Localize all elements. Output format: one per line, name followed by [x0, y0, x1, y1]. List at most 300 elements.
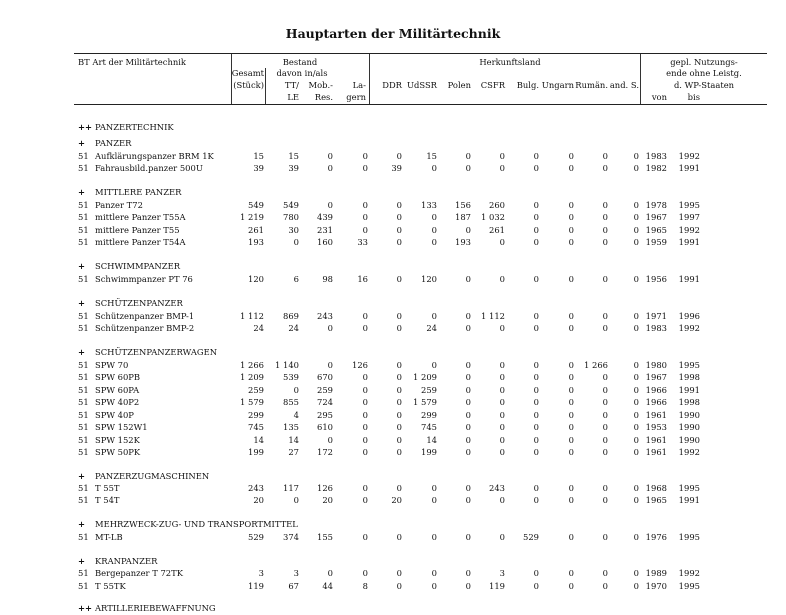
table-cell: 0	[633, 385, 639, 395]
table-cell: 259	[248, 385, 264, 395]
table-cell: 120	[248, 274, 264, 284]
header-le: LE	[287, 92, 299, 102]
table-cell: 0	[465, 274, 471, 284]
table-cell: 0	[533, 435, 539, 445]
table-cell: 0	[568, 212, 574, 222]
bt-code: 51	[78, 422, 89, 432]
table-cell: 243	[317, 311, 333, 321]
section-heading	[0, 297, 786, 309]
table-cell: 156	[455, 200, 471, 210]
table-cell: 0	[533, 151, 539, 161]
bt-code: 51	[78, 274, 89, 284]
table-row	[0, 322, 786, 334]
table-row	[0, 409, 786, 421]
table-cell: 1965	[645, 495, 667, 505]
table-cell: 0	[431, 360, 437, 370]
section-heading	[0, 346, 786, 358]
section-label: MITTLERE PANZER	[95, 187, 182, 197]
table-cell: 27	[288, 447, 299, 457]
table-cell: 0	[465, 163, 471, 173]
table-cell: 0	[602, 212, 608, 222]
bt-code: 51	[78, 212, 89, 222]
table-cell: 0	[396, 151, 402, 161]
table-cell: 745	[421, 422, 437, 432]
table-cell: 260	[489, 200, 505, 210]
section-heading	[0, 186, 786, 198]
section-marker: +	[78, 298, 86, 308]
table-row	[0, 567, 786, 579]
table-cell: 1991	[678, 385, 700, 395]
table-cell: 0	[431, 568, 437, 578]
table-cell: 0	[568, 323, 574, 333]
table-cell: 243	[489, 483, 505, 493]
table-cell: 780	[283, 212, 299, 222]
table-cell: 3	[293, 568, 299, 578]
table-cell: 1976	[645, 532, 667, 542]
table-cell: 1953	[645, 422, 667, 432]
table-cell: 1980	[645, 360, 667, 370]
section-marker: +	[78, 471, 86, 481]
table-cell: 1 579	[240, 397, 264, 407]
table-cell: 0	[396, 581, 402, 591]
table-cell: 670	[317, 372, 333, 382]
table-cell: 0	[633, 212, 639, 222]
table-cell: 745	[248, 422, 264, 432]
header-bis: bis	[687, 92, 700, 102]
table-cell: 0	[465, 447, 471, 457]
table-cell: 0	[465, 435, 471, 445]
table-cell: 187	[455, 212, 471, 222]
table-cell: 0	[602, 385, 608, 395]
table-cell: 0	[362, 483, 368, 493]
table-cell: 1991	[678, 274, 700, 284]
table-cell: 529	[523, 532, 539, 542]
bt-code: 51	[78, 397, 89, 407]
table-cell: 0	[568, 483, 574, 493]
table-cell: 0	[362, 435, 368, 445]
item-name: T 55T	[95, 483, 120, 493]
table-cell: 0	[362, 495, 368, 505]
header-la: La-	[352, 80, 366, 90]
table-cell: 0	[499, 323, 505, 333]
table-cell: 0	[327, 323, 333, 333]
table-cell: 0	[533, 447, 539, 457]
table-cell: 1961	[645, 435, 667, 445]
table-cell: 0	[431, 225, 437, 235]
table-cell: 259	[317, 385, 333, 395]
table-cell: 0	[633, 483, 639, 493]
table-cell: 0	[499, 435, 505, 445]
table-cell: 0	[431, 311, 437, 321]
table-cell: 0	[568, 581, 574, 591]
table-cell: 0	[602, 532, 608, 542]
table-cell: 610	[317, 422, 333, 432]
table-cell: 0	[396, 532, 402, 542]
table-row	[0, 150, 786, 162]
table-cell: 0	[602, 422, 608, 432]
bt-code: 51	[78, 385, 89, 395]
table-cell: 1 209	[240, 372, 264, 382]
table-cell: 0	[362, 323, 368, 333]
table-cell: 0	[499, 385, 505, 395]
table-cell: 14	[253, 435, 264, 445]
table-cell: 0	[633, 360, 639, 370]
table-cell: 0	[499, 372, 505, 382]
table-cell: 1990	[678, 435, 700, 445]
item-name: T 54T	[95, 495, 120, 505]
table-cell: 0	[633, 397, 639, 407]
table-cell: 1961	[645, 447, 667, 457]
table-cell: 1 266	[584, 360, 608, 370]
section-label: SCHWIMMPANZER	[95, 261, 180, 271]
table-cell: 299	[248, 410, 264, 420]
item-name: MT-LB	[95, 532, 123, 542]
table-cell: 1992	[678, 225, 700, 235]
table-cell: 0	[362, 532, 368, 542]
table-cell: 119	[489, 581, 505, 591]
table-cell: 529	[248, 532, 264, 542]
table-cell: 1992	[678, 323, 700, 333]
table-cell: 1966	[645, 385, 667, 395]
table-cell: 0	[568, 225, 574, 235]
table-cell: 0	[602, 151, 608, 161]
header-gesamt-unit: (Stück)	[233, 80, 264, 90]
table-row	[0, 359, 786, 371]
table-cell: 0	[396, 385, 402, 395]
table-cell: 0	[465, 323, 471, 333]
table-cell: 0	[499, 447, 505, 457]
section-label: ARTILLERIEBEWAFFNUNG	[95, 603, 216, 613]
table-cell: 0	[633, 274, 639, 284]
header-country: CSFR	[480, 80, 505, 90]
table-cell: 0	[602, 410, 608, 420]
table-row	[0, 580, 786, 592]
table-cell: 0	[568, 385, 574, 395]
table-row	[0, 446, 786, 458]
table-cell: 0	[633, 568, 639, 578]
table-cell: 1967	[645, 372, 667, 382]
table-cell: 1 140	[275, 360, 299, 370]
section-label: SCHÜTZENPANZERWAGEN	[95, 347, 218, 357]
header-bestand: Bestand	[282, 57, 318, 67]
table-cell: 0	[362, 151, 368, 161]
table-cell: 1 112	[481, 311, 505, 321]
table-cell: 549	[283, 200, 299, 210]
header-country: DDR	[382, 80, 402, 90]
table-cell: 0	[602, 568, 608, 578]
item-name: SPW 50PK	[95, 447, 141, 457]
table-cell: 0	[293, 237, 299, 247]
table-cell: 1967	[645, 212, 667, 222]
table-cell: 0	[533, 225, 539, 235]
table-cell: 0	[602, 274, 608, 284]
table-cell: 24	[253, 323, 264, 333]
table-cell: 855	[283, 397, 299, 407]
table-cell: 1990	[678, 410, 700, 420]
table-cell: 0	[396, 274, 402, 284]
table-cell: 0	[602, 372, 608, 382]
section-heading	[0, 137, 786, 149]
bt-code: 51	[78, 581, 89, 591]
table-cell: 0	[465, 151, 471, 161]
header-davon: davon in/als	[276, 68, 328, 78]
table-cell: 0	[293, 495, 299, 505]
table-cell: 0	[602, 237, 608, 247]
table-cell: 30	[288, 225, 299, 235]
table-cell: 0	[396, 225, 402, 235]
bt-code: 51	[78, 568, 89, 578]
section-heading	[0, 555, 786, 567]
item-name: SPW 152K	[95, 435, 140, 445]
table-cell: 0	[568, 360, 574, 370]
table-cell: 0	[327, 568, 333, 578]
table-cell: 1959	[645, 237, 667, 247]
table-cell: 39	[391, 163, 402, 173]
header-gern: gern	[346, 92, 366, 102]
item-name: Bergepanzer T 72TK	[95, 568, 183, 578]
table-cell: 0	[568, 397, 574, 407]
table-cell: 0	[633, 422, 639, 432]
table-cell: 0	[533, 311, 539, 321]
table-cell: 1991	[678, 163, 700, 173]
table-cell: 0	[465, 483, 471, 493]
header-country: Rumän.	[575, 80, 608, 90]
table-cell: 0	[396, 410, 402, 420]
table-cell: 0	[465, 385, 471, 395]
section-marker: ++	[78, 122, 93, 132]
page-title: Hauptarten der Militärtechnik	[285, 26, 501, 41]
table-cell: 0	[568, 568, 574, 578]
table-cell: 0	[431, 212, 437, 222]
table-cell: 0	[396, 212, 402, 222]
table-cell: 0	[362, 311, 368, 321]
header-country: Polen	[447, 80, 471, 90]
table-cell: 1965	[645, 225, 667, 235]
table-cell: 0	[431, 581, 437, 591]
bt-code: 51	[78, 200, 89, 210]
table-cell: 0	[602, 447, 608, 457]
table-cell: 0	[633, 447, 639, 457]
table-row	[0, 211, 786, 223]
header-bottom-rule	[74, 104, 767, 105]
item-name: Schwimmpanzer PT 76	[95, 274, 193, 284]
table-cell: 0	[499, 360, 505, 370]
table-cell: 299	[421, 410, 437, 420]
table-cell: 295	[317, 410, 333, 420]
table-cell: 0	[602, 483, 608, 493]
table-row	[0, 396, 786, 408]
table-cell: 0	[465, 410, 471, 420]
table-cell: 0	[396, 435, 402, 445]
table-cell: 1966	[645, 397, 667, 407]
table-cell: 0	[633, 237, 639, 247]
table-cell: 1971	[645, 311, 667, 321]
table-cell: 869	[283, 311, 299, 321]
item-name: mittlere Panzer T55A	[95, 212, 186, 222]
table-cell: 0	[499, 274, 505, 284]
bt-code: 51	[78, 495, 89, 505]
header-country: Bulg.	[516, 80, 539, 90]
section-marker: +	[78, 187, 86, 197]
table-cell: 15	[426, 151, 437, 161]
section-label: MEHRZWECK-ZUG- UND TRANSPORTMITTEL	[95, 519, 298, 529]
table-cell: 0	[499, 495, 505, 505]
table-cell: 0	[568, 495, 574, 505]
section-label: PANZERTECHNIK	[95, 122, 174, 132]
table-cell: 0	[568, 372, 574, 382]
table-cell: 0	[568, 151, 574, 161]
header-gepl-2: ende ohne Leistg.	[666, 68, 742, 78]
column-divider	[369, 54, 370, 104]
item-name: Schützenpanzer BMP-1	[95, 311, 195, 321]
table-cell: 117	[283, 483, 299, 493]
table-cell: 0	[362, 410, 368, 420]
table-cell: 0	[602, 225, 608, 235]
table-cell: 0	[431, 532, 437, 542]
table-cell: 199	[421, 447, 437, 457]
section-label: PANZERZUGMASCHINEN	[95, 471, 210, 481]
header-country: Ungarn	[541, 80, 574, 90]
table-cell: 1995	[678, 200, 700, 210]
table-row	[0, 434, 786, 446]
table-cell: 0	[362, 397, 368, 407]
table-cell: 0	[499, 397, 505, 407]
header-res: Res.	[314, 92, 333, 102]
table-cell: 6	[293, 274, 299, 284]
header-tt: TT/	[284, 80, 299, 90]
section-label: SCHÜTZENPANZER	[95, 298, 183, 308]
table-cell: 0	[633, 532, 639, 542]
section-heading	[0, 518, 786, 530]
bt-code: 51	[78, 151, 89, 161]
table-cell: 172	[317, 447, 333, 457]
table-cell: 0	[327, 435, 333, 445]
table-cell: 259	[421, 385, 437, 395]
table-cell: 1992	[678, 447, 700, 457]
table-cell: 15	[253, 151, 264, 161]
bt-code: 51	[78, 311, 89, 321]
header-herkunftsland: Herkunftsland	[479, 57, 541, 67]
section-marker: ++	[78, 603, 93, 613]
table-cell: 126	[317, 483, 333, 493]
table-cell: 0	[568, 274, 574, 284]
item-name: SPW 70	[95, 360, 129, 370]
table-cell: 0	[568, 447, 574, 457]
table-cell: 0	[568, 422, 574, 432]
table-row	[0, 162, 786, 174]
table-cell: 1991	[678, 237, 700, 247]
table-cell: 0	[465, 495, 471, 505]
bt-code: 51	[78, 483, 89, 493]
table-row	[0, 531, 786, 543]
section-marker: +	[78, 556, 86, 566]
table-row	[0, 199, 786, 211]
table-cell: 0	[431, 163, 437, 173]
table-cell: 1978	[645, 200, 667, 210]
table-cell: 0	[362, 200, 368, 210]
item-name: mittlere Panzer T55	[95, 225, 180, 235]
table-row	[0, 371, 786, 383]
table-cell: 14	[426, 435, 437, 445]
table-cell: 44	[322, 581, 333, 591]
table-cell: 98	[322, 274, 333, 284]
table-cell: 1956	[645, 274, 667, 284]
section-label: KRANPANZER	[95, 556, 158, 566]
table-cell: 0	[362, 422, 368, 432]
table-cell: 549	[248, 200, 264, 210]
table-cell: 0	[533, 372, 539, 382]
table-cell: 39	[253, 163, 264, 173]
table-cell: 4	[293, 410, 299, 420]
table-cell: 0	[396, 397, 402, 407]
bt-code: 51	[78, 410, 89, 420]
table-cell: 0	[465, 311, 471, 321]
table-cell: 1996	[678, 311, 700, 321]
table-cell: 439	[317, 212, 333, 222]
bt-code: 51	[78, 372, 89, 382]
item-name: T 55TK	[95, 581, 126, 591]
item-name: Panzer T72	[95, 200, 143, 210]
table-cell: 0	[362, 225, 368, 235]
table-cell: 0	[465, 397, 471, 407]
table-cell: 0	[396, 360, 402, 370]
table-cell: 199	[248, 447, 264, 457]
table-cell: 0	[396, 200, 402, 210]
bt-code: 51	[78, 435, 89, 445]
table-row	[0, 224, 786, 236]
table-row	[0, 236, 786, 248]
section-heading	[0, 470, 786, 482]
table-cell: 231	[317, 225, 333, 235]
section-marker: +	[78, 347, 86, 357]
table-cell: 0	[633, 151, 639, 161]
table-cell: 14	[288, 435, 299, 445]
table-cell: 0	[568, 163, 574, 173]
table-row	[0, 494, 786, 506]
table-cell: 155	[317, 532, 333, 542]
table-cell: 1992	[678, 568, 700, 578]
table-cell: 0	[396, 568, 402, 578]
table-cell: 0	[633, 581, 639, 591]
bt-code: 51	[78, 447, 89, 457]
table-row	[0, 384, 786, 396]
table-cell: 0	[568, 237, 574, 247]
table-cell: 1995	[678, 483, 700, 493]
table-row	[0, 310, 786, 322]
table-cell: 0	[533, 581, 539, 591]
item-name: SPW 40P	[95, 410, 134, 420]
table-cell: 39	[288, 163, 299, 173]
table-cell: 0	[499, 422, 505, 432]
table-cell: 1995	[678, 360, 700, 370]
table-cell: 0	[293, 385, 299, 395]
table-cell: 724	[317, 397, 333, 407]
section-marker: +	[78, 519, 86, 529]
table-cell: 1961	[645, 410, 667, 420]
table-cell: 160	[317, 237, 333, 247]
table-cell: 0	[396, 372, 402, 382]
table-cell: 24	[288, 323, 299, 333]
table-cell: 0	[602, 163, 608, 173]
item-name: SPW 60PB	[95, 372, 141, 382]
table-cell: 0	[568, 200, 574, 210]
table-cell: 3	[258, 568, 264, 578]
table-cell: 1970	[645, 581, 667, 591]
table-cell: 374	[283, 532, 299, 542]
table-cell: 1 032	[481, 212, 505, 222]
table-cell: 0	[533, 495, 539, 505]
table-cell: 0	[499, 237, 505, 247]
